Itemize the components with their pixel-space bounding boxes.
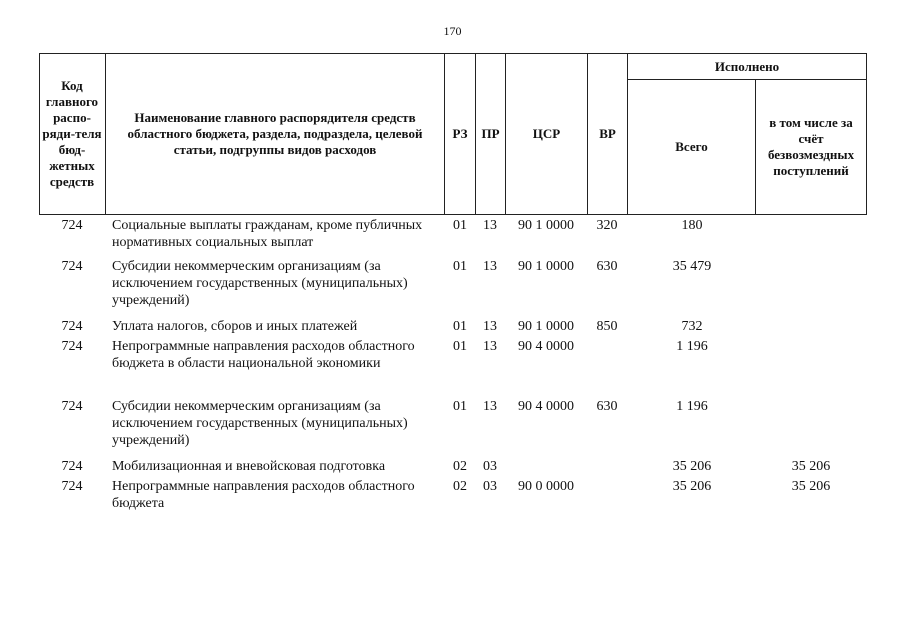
cell-code: 724: [61, 479, 83, 494]
cell-total: 35 206: [672, 459, 712, 474]
cell-total: 1 196: [676, 339, 708, 354]
col-divider: [105, 53, 106, 215]
cell-csr: 90 0 0000: [518, 479, 574, 494]
cell-pr: 13: [483, 259, 497, 274]
header-vr: ВР: [599, 126, 616, 141]
cell-name: Субсидии некоммерческим организациям (за исключением государственных (муниципальных) учреждений): [112, 259, 408, 308]
cell-total: 1 196: [676, 399, 708, 414]
cell-rz: 01: [453, 399, 467, 414]
cell-pr: 13: [483, 319, 497, 334]
cell-pr: 13: [483, 218, 497, 233]
cell-rz: 01: [453, 319, 467, 334]
header-including-free: в том числе за счёт безвозмездных поступлений: [767, 115, 855, 178]
cell-name: Непрограммные направления расходов областного бюджета в области национальной экономики: [112, 339, 415, 371]
header-bottom-border: [39, 214, 867, 215]
cell-csr: 90 1 0000: [518, 218, 574, 233]
header-pr: ПР: [481, 126, 500, 141]
cell-csr: 90 1 0000: [518, 259, 574, 274]
cell-code: 724: [61, 399, 83, 414]
cell-total: 35 206: [672, 479, 712, 494]
cell-code: 724: [61, 319, 83, 334]
cell-name: Субсидии некоммерческим организациям (за исключением государственных (муниципальных) учреждений): [112, 399, 408, 448]
cell-name: Уплата налогов, сборов и иных платежей: [112, 319, 358, 334]
cell-free: 35 206: [791, 459, 831, 474]
cell-pr: 03: [483, 479, 497, 494]
cell-code: 724: [61, 459, 83, 474]
cell-csr: 90 1 0000: [518, 319, 574, 334]
cell-vr: 630: [596, 399, 618, 414]
cell-rz: 01: [453, 259, 467, 274]
cell-total: 35 479: [672, 259, 712, 274]
header-csr: ЦСР: [532, 126, 561, 141]
cell-free: 35 206: [791, 479, 831, 494]
cell-rz: 01: [453, 218, 467, 233]
header-executed: Исполнено: [714, 58, 780, 74]
cell-rz: 02: [453, 459, 467, 474]
cell-rz: 02: [453, 479, 467, 494]
cell-pr: 13: [483, 339, 497, 354]
header-code: Код главного распо-ряди-теля бюд-жетных средств: [42, 78, 102, 189]
header-rz: РЗ: [452, 126, 468, 141]
cell-code: 724: [61, 259, 83, 274]
cell-vr: 850: [596, 319, 618, 334]
cell-csr: 90 4 0000: [518, 339, 574, 354]
cell-pr: 03: [483, 459, 497, 474]
cell-code: 724: [61, 339, 83, 354]
cell-csr: 90 4 0000: [518, 399, 574, 414]
page-number: 170: [443, 24, 462, 38]
cell-vr: 320: [596, 218, 618, 233]
table-header: [39, 53, 867, 215]
cell-code: 724: [61, 218, 83, 233]
header-total: Всего: [675, 139, 708, 154]
cell-name: Непрограммные направления расходов областного бюджета: [112, 479, 415, 511]
cell-rz: 01: [453, 339, 467, 354]
cell-pr: 13: [483, 399, 497, 414]
cell-total: 180: [681, 218, 703, 233]
header-name: Наименование главного распорядителя средств областного бюджета, раздела, подраздела, целевой статьи, подгруппы видов расходов: [127, 110, 423, 157]
cell-name: Мобилизационная и вневойсковая подготовка: [112, 459, 386, 474]
cell-total: 732: [681, 319, 703, 334]
cell-name: Социальные выплаты гражданам, кроме публичных нормативных социальных выплат: [112, 218, 423, 250]
col-divider: [866, 53, 867, 215]
cell-vr: 630: [596, 259, 618, 274]
